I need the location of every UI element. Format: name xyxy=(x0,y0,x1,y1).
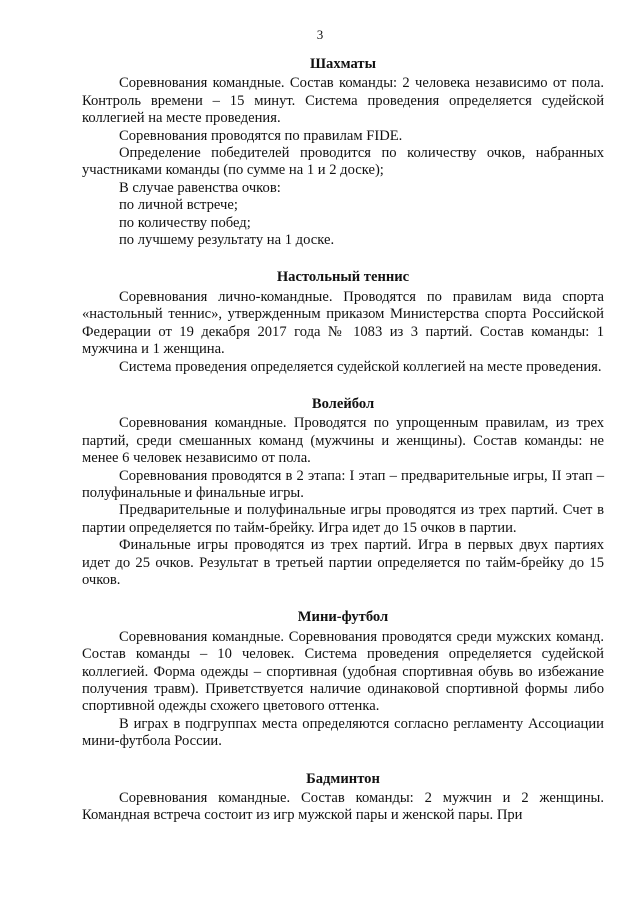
paragraph: Финальные игры проводятся из трех партий. Игра в первых двух партиях идет до 25 очков. Результат в третьей партии определяется по тайм-брейку до 15 очков. xyxy=(82,537,604,588)
list-line: по количеству побед; xyxy=(119,214,251,231)
section-title: Мини-футбол xyxy=(297,609,389,626)
section-mini-football xyxy=(82,609,604,750)
paragraph: Соревнования проводятся в 2 этапа: I этап – предварительные игры, II этап – полуфинальные и финальные игры. xyxy=(82,467,604,501)
paragraph: Соревнования лично-командные. Проводятся по правилам вида спорта «настольный теннис», утвержденным приказом Министерства спорта Российской Федерации от 19 декабря 2017 года № 1083 из 3 партий. Состав команды: 1 мужчина и 1 женщина. xyxy=(82,288,604,358)
paragraph: Система проведения определяется судейской коллегией на месте проведения. xyxy=(119,358,602,375)
section-badminton xyxy=(82,771,604,825)
document-body xyxy=(82,56,604,845)
section-title: Шахматы xyxy=(310,56,376,72)
paragraph: Соревнования командные. Состав команды: 2 мужчин и 2 женщины. Командная встреча состоит из игр мужской пары и женской пары. При xyxy=(82,790,604,824)
section-title: Бадминтон xyxy=(306,770,380,787)
paragraph: Определение победителей проводится по количеству очков, набранных участниками команды (по сумме на 1 и 2 доске); xyxy=(82,145,604,179)
section-volleyball xyxy=(82,396,604,589)
paragraph: Соревнования командные. Соревнования проводятся среди мужских команд. Состав команды – 10 человек. Система проведения определяется судейской коллегией. Форма одежды – спортивная (удобная спортивная обувь во избежание получения травм). Приветствуется наличие одинаковой спортивной формы либо спортивной одежды схожего цветового оттенка. xyxy=(82,628,604,715)
paragraph: Соревнования командные. Проводятся по упрощенным правилам, из трех партий, среди смешанных команд (мужчины и женщины). Состав команды: не менее 6 человек независимо от пола. xyxy=(82,415,604,467)
list-line: по личной встрече; xyxy=(119,197,238,214)
list-line: по лучшему результату на 1 доске. xyxy=(119,232,335,249)
page-number: 3 xyxy=(316,27,324,42)
paragraph: В играх в подгруппах места определяются согласно регламенту Ассоциации мини-футбола России. xyxy=(82,715,604,750)
section-table-tennis xyxy=(82,269,604,375)
paragraph: Соревнования командные. Состав команды: 2 человека независимо от пола. Контроль времени – 15 минут. Система проведения определяется судейской коллегией на месте проведения. xyxy=(82,75,604,127)
list-line: В случае равенства очков: xyxy=(119,179,281,196)
section-chess xyxy=(82,56,604,249)
paragraph: Соревнования проводятся по правилам FIDE. xyxy=(119,127,403,144)
section-title: Волейбол xyxy=(311,395,375,412)
paragraph: Предварительные и полуфинальные игры проводятся из трех партий. Счет в партии определяется по тайм-брейку. Игра идет до 15 очков в партии. xyxy=(82,502,604,536)
section-title: Настольный теннис xyxy=(276,269,410,286)
